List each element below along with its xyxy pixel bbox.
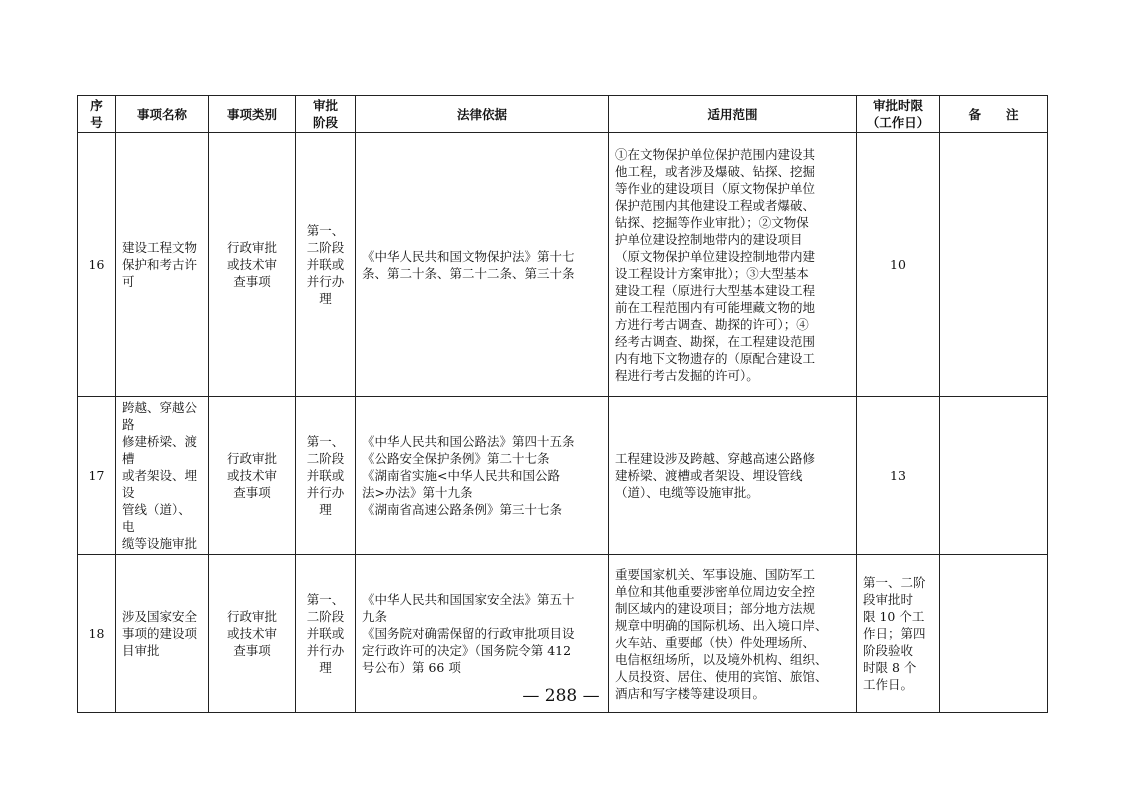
header-note: 备 注 [940, 96, 1048, 133]
cell-type: 行政审批 或技术审 查事项 [209, 555, 296, 713]
cell-seq: 18 [78, 555, 116, 713]
cell-basis: 《中华人民共和国国家安全法》第五十 九条 《国务院对确需保留的行政审批项目设 定行政许可的决定》（国务院令第 412 号公布）第 66 项 [356, 555, 609, 713]
cell-name: 建设工程文物 保护和考古许 可 [116, 133, 209, 397]
header-name: 事项名称 [116, 96, 209, 133]
cell-note [940, 397, 1048, 555]
header-limit: 审批时限 （工作日） [857, 96, 940, 133]
cell-limit: 10 [857, 133, 940, 397]
page-number: — 288 — [522, 686, 600, 706]
cell-limit: 第一、二阶 段审批时 限 10 个工 作日；第四 阶段验收 时限 8 个 工作日。 [857, 555, 940, 713]
header-seq: 序 号 [78, 96, 116, 133]
header-basis: 法律依据 [356, 96, 609, 133]
table-row [78, 397, 1048, 555]
header-type: 事项类别 [209, 96, 296, 133]
cell-scope: ①在文物保护单位保护范围内建设其 他工程，或者涉及爆破、钻探、挖掘 等作业的建设项目（原文物保护单位 保护范围内其他建设工程或者爆破、 钻探、挖掘等作业审批）；②文物保 护单位建设控制地带内的建设项目 （原文物保护单位建设控制地带内建 设工程设计方案审批）；③大型基本 建设工程（原进行大型基本建设工程 前在工程范围内有可能埋藏文物的地 方进行考古调查、勘探的许可）；④ 经考古调查、勘探，在工程建设范围 内有地下文物遗存的（原配合建设工 程进行考古发掘的许可）。 [609, 133, 857, 397]
approval-items-table [77, 95, 1048, 713]
cell-stage: 第一、 二阶段 并联或 并行办 理 [296, 133, 356, 397]
cell-basis: 《中华人民共和国文物保护法》第十七 条、第二十条、第二十二条、第三十条 [356, 133, 609, 397]
cell-basis: 《中华人民共和国公路法》第四十五条 《公路安全保护条例》第二十七条 《湖南省实施<中华人民共和国公路 法>办法》第十九条 《湖南省高速公路条例》第三十七条 [356, 397, 609, 555]
cell-scope: 工程建设涉及跨越、穿越高速公路修 建桥梁、渡槽或者架设、埋设管线 （道）、电缆等设施审批。 [609, 397, 857, 555]
header-stage: 审批 阶段 [296, 96, 356, 133]
cell-type: 行政审批 或技术审 查事项 [209, 397, 296, 555]
cell-limit: 13 [857, 397, 940, 555]
cell-stage: 第一、 二阶段 并联或 并行办 理 [296, 397, 356, 555]
table-header-row [78, 96, 1048, 133]
cell-seq: 16 [78, 133, 116, 397]
cell-seq: 17 [78, 397, 116, 555]
cell-note [940, 133, 1048, 397]
cell-name: 涉及国家安全 事项的建设项 目审批 [116, 555, 209, 713]
header-scope: 适用范围 [609, 96, 857, 133]
cell-stage: 第一、 二阶段 并联或 并行办 理 [296, 555, 356, 713]
cell-type: 行政审批 或技术审 查事项 [209, 133, 296, 397]
cell-name: 跨越、穿越公路 修建桥梁、渡槽 或者架设、埋设 管线（道）、电 缆等设施审批 [116, 397, 209, 555]
table-row [78, 133, 1048, 397]
cell-scope: 重要国家机关、军事设施、国防军工 单位和其他重要涉密单位周边安全控 制区域内的建设项目；部分地方法规 规章中明确的国际机场、出入境口岸、 火车站、重要邮（快）件处理场所、 电信枢纽场所，以及境外机构、组织、 人员投资、居住、使用的宾馆、旅馆、 酒店和写字楼等建设项目。 [609, 555, 857, 713]
